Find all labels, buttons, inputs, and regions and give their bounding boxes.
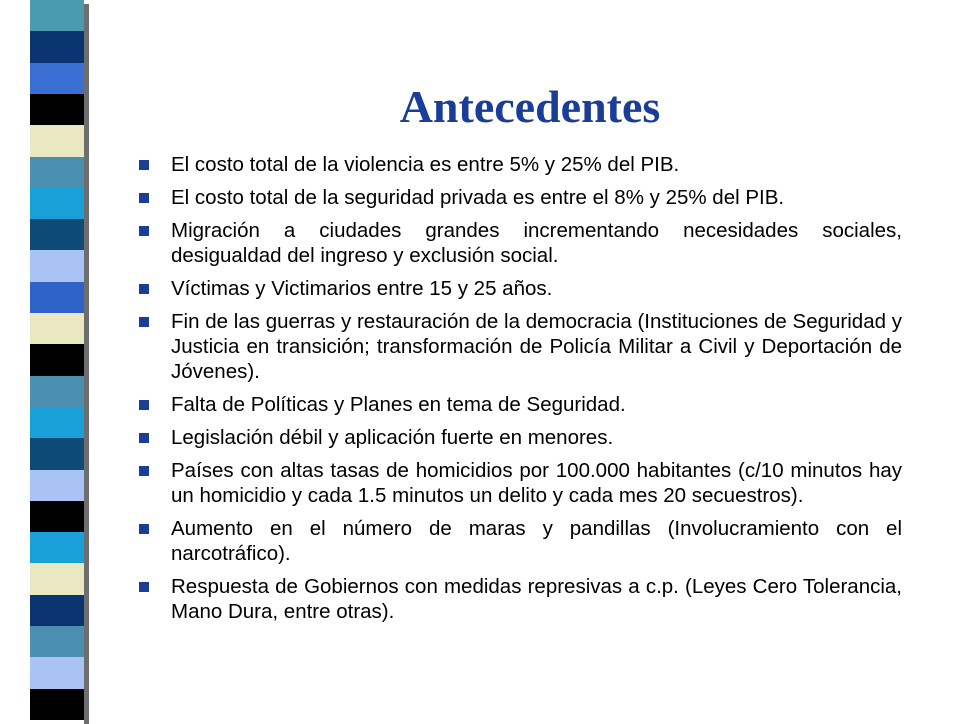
stripe-band (30, 407, 84, 439)
stripe-shadow (84, 474, 89, 505)
stripe-shadow (84, 380, 89, 411)
stripe-shadow (84, 536, 89, 567)
stripe-shadow (84, 567, 89, 598)
stripe-shadow (84, 599, 89, 630)
list-item (136, 392, 902, 417)
square-bullet-icon (139, 160, 149, 170)
list-item (136, 516, 902, 566)
stripe-shadow (84, 98, 89, 129)
stripe-band (30, 595, 84, 627)
decorative-stripe (0, 0, 115, 720)
list-item (136, 574, 902, 624)
stripe-shadow (84, 411, 89, 442)
list-item-text: El costo total de la violencia es entre 5% y 25% del PIB. (171, 153, 680, 176)
stripe-band (30, 0, 84, 32)
square-bullet-icon (139, 433, 149, 443)
stripe-band (30, 532, 84, 564)
slide-title: Antecedentes (399, 81, 661, 132)
list-item-text: Falta de Políticas y Planes en tema de Seguridad. (171, 393, 626, 416)
list-item (136, 425, 902, 450)
stripe-band (30, 219, 84, 251)
square-bullet-icon (139, 226, 149, 236)
stripe-band (30, 282, 84, 314)
list-item (136, 458, 902, 508)
square-bullet-icon (139, 400, 149, 410)
stripe-band (30, 470, 84, 502)
stripe-band (30, 313, 84, 345)
stripe-band (30, 376, 84, 408)
stripe-band (30, 501, 84, 533)
stripe-band (30, 438, 84, 470)
stripe-band (30, 31, 84, 63)
stripe-shadow (84, 35, 89, 66)
stripe-band (30, 626, 84, 658)
stripe-band (30, 689, 84, 721)
bullet-list (136, 152, 902, 624)
stripe-band (30, 344, 84, 376)
stripe-band (30, 125, 84, 157)
stripe-band (30, 157, 84, 189)
stripe-shadow (84, 630, 89, 661)
list-item-text: Migración a ciudades grandes incrementando necesidades sociales, desigualdad del ingreso y exclusión social. (171, 219, 902, 267)
square-bullet-icon (139, 317, 149, 327)
stripe-shadow (84, 67, 89, 98)
stripe-shadow (84, 442, 89, 473)
list-item (136, 309, 902, 384)
list-item-text: Países con altas tasas de homicidios por 100.000 habitantes (c/10 minutos hay un homicidio y cada 1.5 minutos un delito y cada mes 20 secuestros). (171, 459, 902, 507)
stripe-band (30, 250, 84, 282)
square-bullet-icon (139, 193, 149, 203)
list-item-text: Fin de las guerras y restauración de la democracia (Instituciones de Seguridad y Justicia en transición; transformación de Policía Militar a Civil y Deportación de Jóvenes). (171, 310, 902, 383)
stripe-shadow (84, 317, 89, 348)
stripe-shadow (84, 254, 89, 285)
list-item (136, 276, 902, 301)
square-bullet-icon (139, 582, 149, 592)
list-item (136, 152, 902, 177)
stripe-shadow (84, 161, 89, 192)
list-item-text: Víctimas y Victimarios entre 15 y 25 años. (171, 277, 553, 300)
square-bullet-icon (139, 466, 149, 476)
stripe-band (30, 188, 84, 220)
stripe-shadow (84, 661, 89, 692)
list-item (136, 218, 902, 268)
square-bullet-icon (139, 284, 149, 294)
stripe-shadow (84, 129, 89, 160)
list-item-text: Legislación débil y aplicación fuerte en menores. (171, 426, 614, 449)
stripe-shadow (84, 223, 89, 254)
stripe-band (30, 63, 84, 95)
stripe-shadow (84, 192, 89, 223)
stripe-shadow (84, 286, 89, 317)
stripe-band (30, 563, 84, 595)
stripe-band (30, 657, 84, 689)
stripe-band (30, 94, 84, 126)
square-bullet-icon (139, 524, 149, 534)
list-item-text: Aumento en el número de maras y pandillas (Involucramiento con el narcotráfico). (171, 517, 902, 565)
list-item (136, 185, 902, 210)
stripe-shadow (84, 505, 89, 536)
list-item-text: El costo total de la seguridad privada es entre el 8% y 25% del PIB. (171, 186, 785, 209)
stripe-shadow (84, 348, 89, 379)
stripe-shadow (84, 4, 89, 35)
stripe-shadow (84, 693, 89, 724)
list-item-text: Respuesta de Gobiernos con medidas represivas a c.p. (Leyes Cero Tolerancia, Mano Dura, entre otras). (171, 575, 902, 623)
